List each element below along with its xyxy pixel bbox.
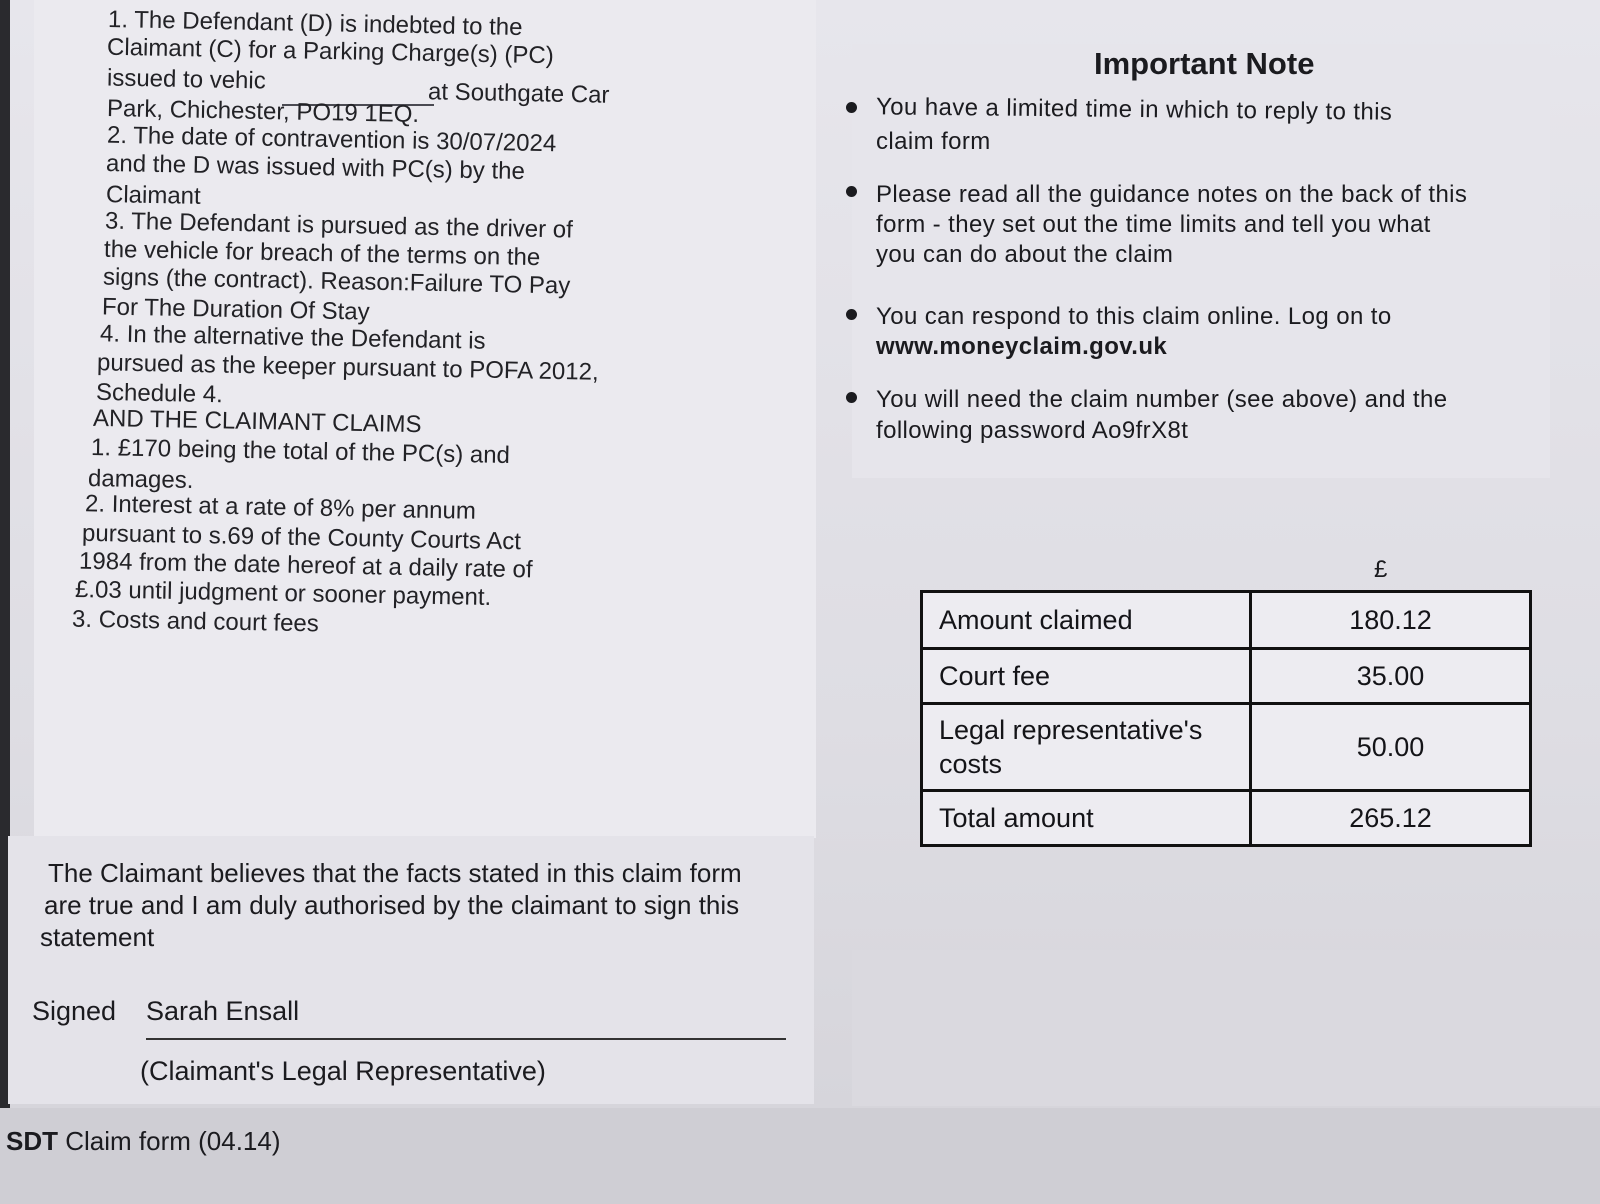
note-bullet-text: claim form xyxy=(876,128,991,155)
claim-line: 2. The date of contravention is 30/07/2024 xyxy=(106,121,557,158)
claim-line: pursuant to s.69 of the County Courts Act xyxy=(81,519,522,556)
claim-line: and the D was issued with PC(s) by the xyxy=(105,149,526,186)
amount-value: 265.12 xyxy=(1251,791,1531,846)
bullet-icon xyxy=(846,186,857,197)
table-row xyxy=(922,592,1531,649)
note-bullet-text: form - they set out the time limits and tell you what xyxy=(876,211,1431,238)
claim-line: at Southgate Car xyxy=(427,78,610,109)
claim-line: 3. The Defendant is pursued as the driver of xyxy=(104,207,574,244)
note-bullet-text: following password Ao9frX8t xyxy=(876,417,1189,444)
currency-symbol: £ xyxy=(1374,556,1388,583)
claim-line: signs (the contract). Reason:Failure TO Pay xyxy=(102,263,571,300)
note-bullet-text: You can respond to this claim online. Log on to xyxy=(876,303,1392,330)
claim-line: pursued as the keeper pursuant to POFA 2012, xyxy=(96,349,599,386)
note-bullet-text: You have a limited time in which to reply to this xyxy=(875,93,1393,126)
statement-text: are true and I am duly authorised by the claimant to sign this xyxy=(44,890,740,920)
bullet-icon xyxy=(846,392,857,403)
note-bullet-text: Please read all the guidance notes on the back of this xyxy=(876,181,1468,208)
claim-heading: AND THE CLAIMANT CLAIMS xyxy=(92,404,422,439)
bullet-icon xyxy=(846,309,857,320)
claim-line: 4. In the alternative the Defendant is xyxy=(99,320,486,355)
note-bullet-text: you can do about the claim xyxy=(876,241,1174,268)
table-row xyxy=(922,791,1531,846)
amount-value: 50.00 xyxy=(1251,704,1531,791)
form-reference xyxy=(6,1126,281,1157)
claim-line: Claimant (C) for a Parking Charge(s) (PC) xyxy=(106,33,555,70)
claim-line: 3. Costs and court fees xyxy=(71,605,320,638)
claim-line: damages. xyxy=(87,464,194,495)
amount-label: Legal representative's costs xyxy=(922,704,1251,791)
claim-line: Claimant xyxy=(105,181,201,210)
note-title: Important Note xyxy=(1094,46,1315,81)
note-bullet-text: You will need the claim number (see above) and the xyxy=(876,386,1448,413)
claim-line: 1. The Defendant (D) is indebted to the xyxy=(107,6,523,41)
table-row xyxy=(922,704,1531,791)
claim-line: For The Duration Of Stay xyxy=(101,293,370,326)
amount-label: Amount claimed xyxy=(922,592,1251,649)
moneyclaim-link[interactable] xyxy=(876,332,1167,362)
signature-line xyxy=(146,1038,786,1040)
moneyclaim-link-text: www.moneyclaim.gov.uk xyxy=(876,333,1168,360)
claim-line: 1. £170 being the total of the PC(s) and xyxy=(90,433,511,470)
statement-text: The Claimant believes that the facts stated in this claim form xyxy=(48,858,742,888)
claim-line: issued to vehic xyxy=(106,64,267,95)
claim-line: £.03 until judgment or sooner payment. xyxy=(74,576,492,611)
blank-panel xyxy=(852,950,1600,1106)
statement-text: statement xyxy=(40,922,155,952)
signatory-role: (Claimant's Legal Representative) xyxy=(140,1056,546,1086)
claim-line: 2. Interest at a rate of 8% per annum xyxy=(84,490,477,525)
amount-value: 180.12 xyxy=(1251,592,1531,649)
table-row xyxy=(922,649,1531,704)
signature-name: Sarah Ensall xyxy=(146,996,300,1026)
signed-label: Signed xyxy=(32,996,117,1026)
claim-line: the vehicle for breach of the terms on the xyxy=(103,235,541,272)
claim-line: Park, Chichester, PO19 1EQ. xyxy=(106,95,420,128)
form-title: Claim form (04.14) xyxy=(65,1126,281,1156)
amounts-table xyxy=(920,590,1532,847)
form-code: SDT xyxy=(6,1126,58,1156)
bullet-icon xyxy=(846,102,857,113)
claim-line: 1984 from the date hereof at a daily rate of xyxy=(78,547,533,584)
amount-value: 35.00 xyxy=(1251,649,1531,704)
claim-line: Schedule 4. xyxy=(95,378,224,409)
amount-label: Court fee xyxy=(922,649,1251,704)
amount-label: Total amount xyxy=(922,791,1251,846)
